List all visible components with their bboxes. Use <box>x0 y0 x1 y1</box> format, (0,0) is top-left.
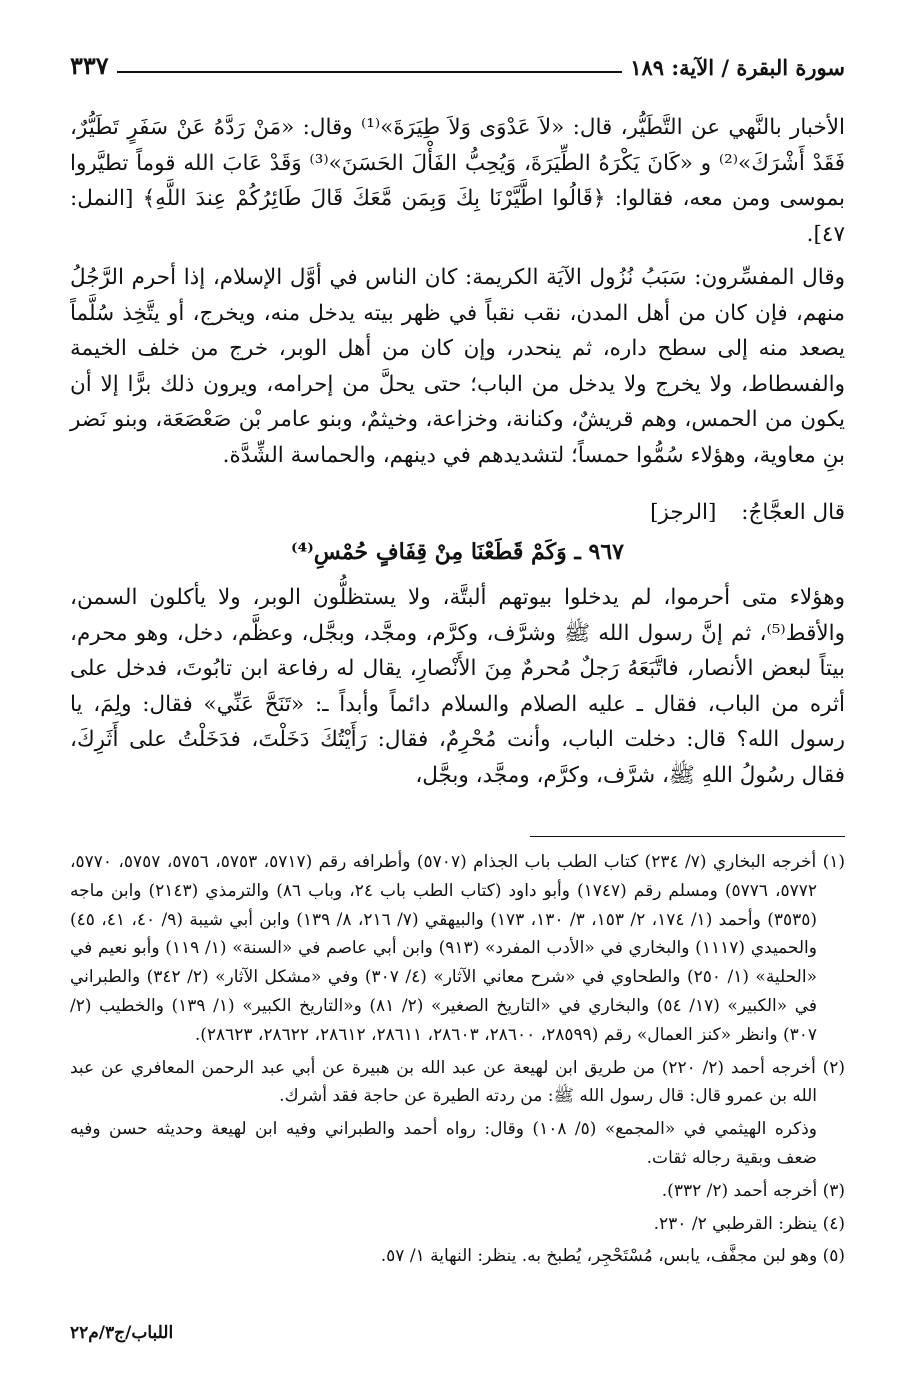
footnote-5: (٥) وهو لبن مجفَّف، يابس، مُسْتَحْجِر، يُطبخ به. ينظر: النهاية ١/ ٥٧. <box>380 1246 845 1267</box>
footnote-2: (٢) أخرجه أحمد (٢/ ٢٢٠) من طريق ابن لهيعة عن عبد الله بن هبيرة عن أبي عبد الرحمن المعافري عن عبد الله بن عمرو قال: قال رسول الله ﷺ: من ردته الطيرة عن حاجة فقد أشرك. <box>70 1057 845 1107</box>
page-number: ٣٣٧ <box>70 51 109 80</box>
footnote-2-continued: وذكره الهيثمي في «المجمع» (٥/ ١٠٨) وقال: رواه أحمد والطبراني وفيه ابن لهيعة وحديثه حسن وفيه ضعف وبقية رجاله ثقات. <box>70 1119 817 1168</box>
paragraph-rifaa-story: وهؤلاء متى أحرموا، لم يدخلوا بيوتهم ألبتَّة، ولا يستظلُّون الوبر، ولا يأكلون السمن، والأقط⁽⁵⁾، ثم إنَّ رسول الله ﷺ وشرَّف، وكرَّم، ومجَّد، وبجَّل، وعظَّم، دخل، وهو محرم، بيتاً لبعض الأنصار، فاتَّبَعَهُ رَجلٌ مُحرمٌ مِنَ الأَنْصارِ، يقال له رفاعة ابن تابُوتَ، فدخل على أثره من الباب، فقال ـ عليه الصلام والسلام دائماً وأبداً ـ: «تَنَحَّ عَنِّي» فقال: ولِمَ، يا رسول الله؟ قال: دخلت الباب، وأنت مُحْرِمٌ، فقال: رَأَيْتُكَ دَخَلْتَ، فدَخَلْتُ على أَثَرِكَ، فقال رسُولُ اللهِ ﷺ، شرَّف، وكرَّم، ومجَّد، وبجَّل، <box>70 585 845 788</box>
paragraph-omens: الأخبار بالنَّهي عن التَّطَيُّر، قال: «لاَ عَدْوَى وَلاَ طِيَرَةَ»⁽¹⁾ وقال: «مَنْ رَدَّهُ عَنْ سَفَرٍ تَطَيُّرٌ، فَقَدْ أَشْرَكَ»⁽²⁾ و «كَانَ يَكْرَهُ الطِّيَرَةَ، وَيُحِبُّ الفَأْلَ الحَسَنَ»⁽³⁾ وَقَدْ عَابَ الله قوماً تطيَّروا بموسى ومن معه، فقالوا: ﴿قَالُوا اطَّيَّرْنَا بِكَ وَبِمَن مَّعَكَ قَالَ طَائِرُكُمْ عِندَ اللَّهِ﴾ [النمل: ٤٧]. <box>70 115 846 247</box>
surah-title: سورة البقرة / الآية: ١٨٩ <box>630 55 845 80</box>
citation-meter: [الرجز] <box>650 500 717 525</box>
page-header <box>70 40 845 80</box>
footnote-3: (٣) أخرجه أحمد (٢/ ٣٣٢). <box>661 1180 845 1201</box>
paragraph-revelation-cause: وقال المفسِّرون: سَبَبُ نُزُول الآيَة الكريمة: كان الناس في أوَّل الإسلام، إذا أحرم الرَّجُلُ منهم، فإن كان من أهل المدن، نقب نقباً في ظهر بيته يدخل منه، ويخرج، أو يتَّخِذ سُلَّماً يصعد منه إلى سطح داره، ثم ينحدر، وإن كان من أهل الوبر، خرج من خلف الخيمة والفسطاط، ولا يخرج ولا يدخل من الباب؛ حتى يحلَّ من إحرامه، ويرون ذلك برًّا إلا أن يكون من الحمس، وهم قريشٌ، وكنانة، وخزاعة، وخيثمٌ، وبنو عامر بْن صَعْصَعَة، وبنو نَضر بنِ معاوية، وهؤلاء سُمُّوا حمساً؛ لتشديدهم في دينهم، والحماسة الشِّدَّة. <box>70 265 845 468</box>
footnote-separator <box>530 836 845 837</box>
footnote-1: (١) أخرجه البخاري (٧/ ٢٣٤) كتاب الطب باب الجذام (٥٧٠٧) وأطرافه رقم (٥٧١٧، ٥٧٥٣، ٥٧٥٦، ٥٧٥٧، ٥٧٧٠، ٥٧٧٢، ٥٧٧٦) ومسلم رقم (١٧٤٧) وأبو داود (كتاب الطب باب ٢٤، وباب ٨٦) والترمذي (٢١٤٣) وابن ماجه (٣٥٣٥) وأحمد (١/ ١٧٤، ٢/ ١٥٣، ٣/ ١٣٠، ١٧٣) والبيهقي (٧/ ٢١٦، ٨/ ١٣٩) وابن أبي شيبة (٩/ ٤٠، ٤١، ٤٥) والحميدي (١١١٧) والبخاري في «الأدب المفرد» (٩١٣) وابن أبي عاصم في «السنة» (١/ ١١٩) وأبو نعيم في «الحلية» (١/ ٢٥٠) والطحاوي في «شرح معاني الآثار» (٤/ ٣٠٧) وفي «مشكل الآثار» (٢/ ٣٤٢) والطبراني في «الكبير» (١٧/ ٥٤) والبخاري في «التاريخ الصغير» (٢/ ٨١) و«التاريخ الكبير» (١/ ١٣٩) والخطيب (٢/ ٣٠٧) وانظر «كنز العمال» رقم (٢٨٥٩٩، ٢٨٦٠٠، ٢٨٦٠٣، ٢٨٦١١، ٢٨٦١٢، ٢٨٦٢٢، ٢٨٦٢٣). <box>70 852 846 1045</box>
page-footer <box>70 1323 845 1343</box>
poetry-citation <box>70 495 845 531</box>
header-rule <box>117 71 623 73</box>
poetry-verse: ٩٦٧ ـ وَكَمْ قَطَعْنَا مِنْ قِفَافٍ حُمْسِ⁽⁴⁾ <box>291 538 624 565</box>
main-text <box>70 110 845 801</box>
footnotes <box>70 848 845 1275</box>
footnote-4: (٤) ينظر: القرطبي ٢/ ٢٣٠. <box>653 1213 845 1234</box>
citation-poet: قال العجَّاجُ: <box>741 500 845 525</box>
signature-mark: اللباب/ج٣/م٢٢ <box>70 1323 174 1343</box>
